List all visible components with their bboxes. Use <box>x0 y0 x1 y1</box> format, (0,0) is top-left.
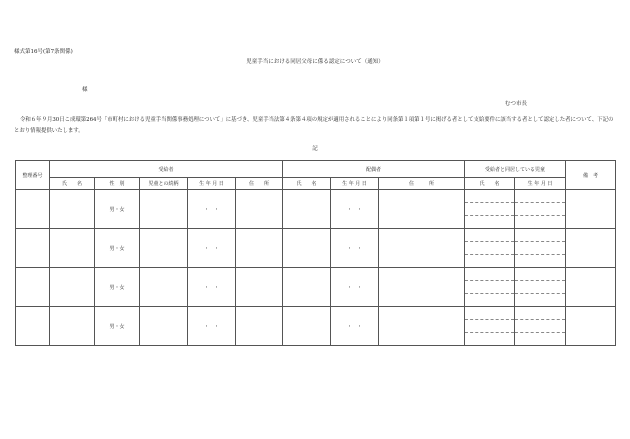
child-birth-cell[interactable] <box>515 268 566 307</box>
birth-cell[interactable]: ・ ・ <box>188 190 236 229</box>
remarks-cell[interactable] <box>566 229 616 268</box>
body-paragraph: 令和６年９月30日こ成環第264号「市町村における児童手当関係事務処理について」に基づき、児童手当法第４条第４項の規定が適用されることにより同条第１項第１号に掲げる者として支給要件に該当する者として認定した者について、下記のとおり情報提供いたします。 <box>14 117 614 134</box>
sender-name: むつ市長 <box>505 101 528 107</box>
seiri-cell[interactable] <box>16 307 50 346</box>
spouse-birth-cell[interactable]: ・ ・ <box>331 190 379 229</box>
name-cell[interactable] <box>50 190 95 229</box>
birth-cell[interactable]: ・ ・ <box>188 268 236 307</box>
table-row <box>16 307 616 346</box>
form-number: 様式第16号(第7条関係) <box>14 49 73 55</box>
sub-child-birth-header: 生 年 月 日 <box>515 178 566 190</box>
sex-cell[interactable]: 男・女 <box>95 307 140 346</box>
spouse-name-cell[interactable] <box>283 190 331 229</box>
child-birth-cell[interactable] <box>515 190 566 229</box>
relation-cell[interactable] <box>140 307 188 346</box>
table-row <box>16 190 616 229</box>
child-name-cell[interactable] <box>465 307 515 346</box>
sex-cell[interactable]: 男・女 <box>95 190 140 229</box>
spouse-name-cell[interactable] <box>283 307 331 346</box>
col-remarks-header: 備 考 <box>566 161 616 190</box>
addressee-suffix: 様 <box>82 87 88 93</box>
address-cell[interactable] <box>236 229 283 268</box>
spouse-name-cell[interactable] <box>283 268 331 307</box>
seiri-cell[interactable] <box>16 229 50 268</box>
address-cell[interactable] <box>236 268 283 307</box>
spouse-name-cell[interactable] <box>283 229 331 268</box>
sub-spouse-address-header: 住 所 <box>379 178 465 190</box>
relation-cell[interactable] <box>140 268 188 307</box>
spouse-address-cell[interactable] <box>379 268 465 307</box>
sub-child-name-header: 氏 名 <box>465 178 515 190</box>
child-name-cell[interactable] <box>465 190 515 229</box>
sub-sex-header: 性 別 <box>95 178 140 190</box>
name-cell[interactable] <box>50 268 95 307</box>
sex-cell[interactable]: 男・女 <box>95 268 140 307</box>
spouse-address-cell[interactable] <box>379 307 465 346</box>
seiri-cell[interactable] <box>16 190 50 229</box>
child-birth-cell[interactable] <box>515 229 566 268</box>
sex-cell[interactable]: 男・女 <box>95 229 140 268</box>
info-table <box>15 160 616 346</box>
relation-cell[interactable] <box>140 229 188 268</box>
sub-birth-header: 生 年 月 日 <box>188 178 236 190</box>
birth-cell[interactable]: ・ ・ <box>188 307 236 346</box>
name-cell[interactable] <box>50 307 95 346</box>
sub-name-header: 氏 名 <box>50 178 95 190</box>
seiri-cell[interactable] <box>16 268 50 307</box>
col-seiri-header: 整理番号 <box>16 161 50 190</box>
group-children-header: 受給者と同居している児童 <box>465 161 566 178</box>
sub-spouse-birth-header: 生 年 月 日 <box>331 178 379 190</box>
birth-cell[interactable]: ・ ・ <box>188 229 236 268</box>
sub-relation-header: 児童との続柄 <box>140 178 188 190</box>
spouse-birth-cell[interactable]: ・ ・ <box>331 307 379 346</box>
remarks-cell[interactable] <box>566 307 616 346</box>
spouse-address-cell[interactable] <box>379 190 465 229</box>
address-cell[interactable] <box>236 307 283 346</box>
group-spouse-header: 配偶者 <box>283 161 465 178</box>
spouse-address-cell[interactable] <box>379 229 465 268</box>
ki-heading: 記 <box>312 146 318 152</box>
group-recipient-header: 受給者 <box>50 161 283 178</box>
table-row <box>16 229 616 268</box>
address-cell[interactable] <box>236 190 283 229</box>
document-title: 児童手当における同居父母に係る認定について（通知） <box>246 59 384 65</box>
child-name-cell[interactable] <box>465 229 515 268</box>
remarks-cell[interactable] <box>566 268 616 307</box>
remarks-cell[interactable] <box>566 190 616 229</box>
spouse-birth-cell[interactable]: ・ ・ <box>331 268 379 307</box>
sub-spouse-name-header: 氏 名 <box>283 178 331 190</box>
table-row <box>16 268 616 307</box>
name-cell[interactable] <box>50 229 95 268</box>
sub-address-header: 住 所 <box>236 178 283 190</box>
relation-cell[interactable] <box>140 190 188 229</box>
child-name-cell[interactable] <box>465 268 515 307</box>
spouse-birth-cell[interactable]: ・ ・ <box>331 229 379 268</box>
child-birth-cell[interactable] <box>515 307 566 346</box>
